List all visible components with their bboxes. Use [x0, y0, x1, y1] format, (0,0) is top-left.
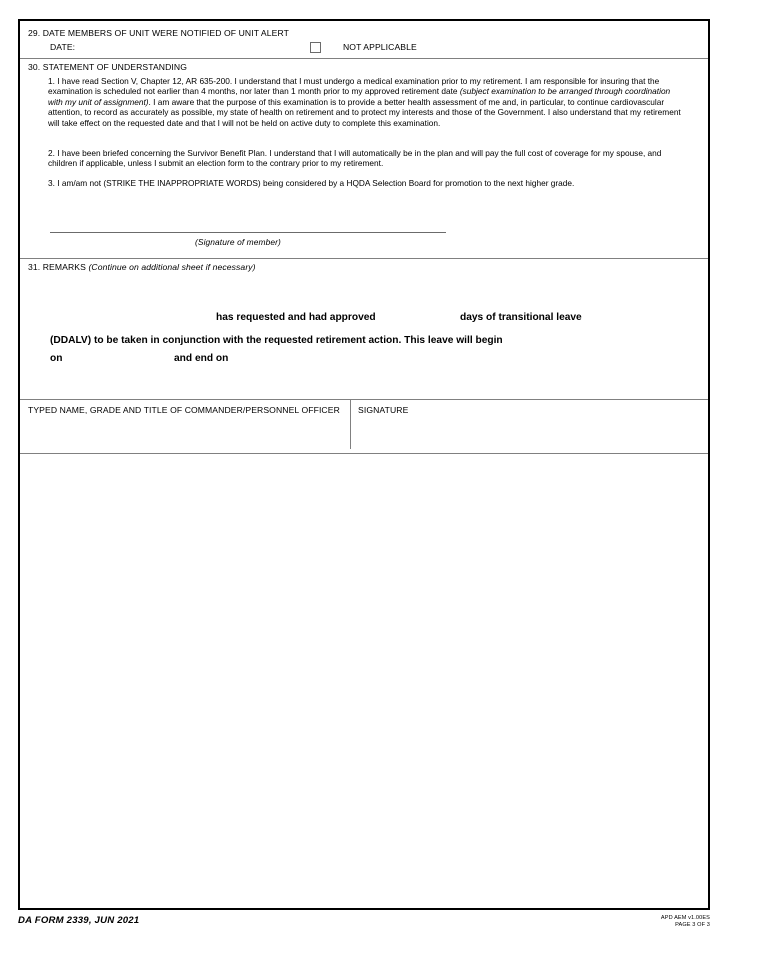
understanding-paragraph-1-part-2: . I am aware that the purpose of this examination is to provide a better health assessment of me and, in particular, to continue cardiovascular attention, to record as accurately as possible, my state of health on retirement and to protect my interests and those of the Government. I also understand that my retirement will take effect on the requested date and that I will not be held on active duty to complete this examination. [48, 96, 681, 128]
not-applicable-label: NOT APPLICABLE [343, 42, 417, 52]
understanding-paragraph-1-part-1: 1. I have read Section V, Chapter 12, AR 635-200. I understand that I must undergo a medical examination prior to my retirement. I am responsible for insuring that the examination is scheduled not earlier than 4 months, nor later than 1 month prior to my approved retirement date [48, 76, 660, 97]
remark-line-1-days: days of transitional leave [460, 312, 582, 323]
rule-above-section-31 [20, 258, 708, 259]
remark-line-2: (DDALV) to be taken in conjunction with the requested retirement action. This leave will begin [50, 335, 503, 346]
understanding-paragraph-1-italic: (subject examination to be arranged through coordination with my unit of assignment) [48, 86, 671, 107]
section-29-date-label: DATE: [50, 42, 76, 52]
commander-typed-name-label: TYPED NAME, GRADE AND TITLE OF COMMANDER/PERSONNEL OFFICER [28, 405, 340, 415]
section-31-title-note: (Continue on additional sheet if necessary) [88, 262, 256, 272]
section-31-title-text: 31. REMARKS [28, 262, 86, 272]
form-number-footer: DA FORM 2339, JUN 2021 [18, 915, 140, 926]
section-31-title [28, 262, 256, 273]
not-applicable-checkbox[interactable] [310, 42, 321, 53]
member-signature-line[interactable] [50, 232, 446, 233]
rule-below-section-29 [20, 58, 708, 59]
page-number-footer: PAGE 3 OF 3 [675, 922, 710, 928]
apd-version-footer: APD AEM v1.00ES [660, 915, 710, 921]
commander-signature-label: SIGNATURE [358, 405, 409, 415]
understanding-paragraph-2: 2. I have been briefed concerning the Survivor Benefit Plan. I understand that I will automatically be in the plan and will pay the full cost of coverage for my spouse, and children if applicable, unless I submit an election form to the contrary prior to my retirement. [48, 148, 662, 169]
rule-below-commander-row [20, 453, 708, 454]
section-30-title: 30. STATEMENT OF UNDERSTANDING [28, 62, 187, 72]
understanding-paragraph-1 [48, 76, 684, 128]
member-signature-caption: (Signature of member) [195, 237, 281, 247]
form-body-box [18, 19, 710, 910]
remark-line-1-requested: has requested and had approved [216, 312, 376, 323]
remark-line-3-and-end-on: and end on [174, 353, 229, 364]
rule-commander-signature-divider [350, 399, 351, 449]
remark-line-3-on: on [50, 353, 63, 364]
section-29-title: 29. DATE MEMBERS OF UNIT WERE NOTIFIED OF UNIT ALERT [28, 28, 289, 38]
rule-above-commander-row [20, 399, 708, 400]
understanding-paragraph-3: 3. I am/am not (STRIKE THE INAPPROPRIATE WORDS) being considered by a HQDA Selection Board for promotion to the next higher grade. [48, 178, 575, 188]
